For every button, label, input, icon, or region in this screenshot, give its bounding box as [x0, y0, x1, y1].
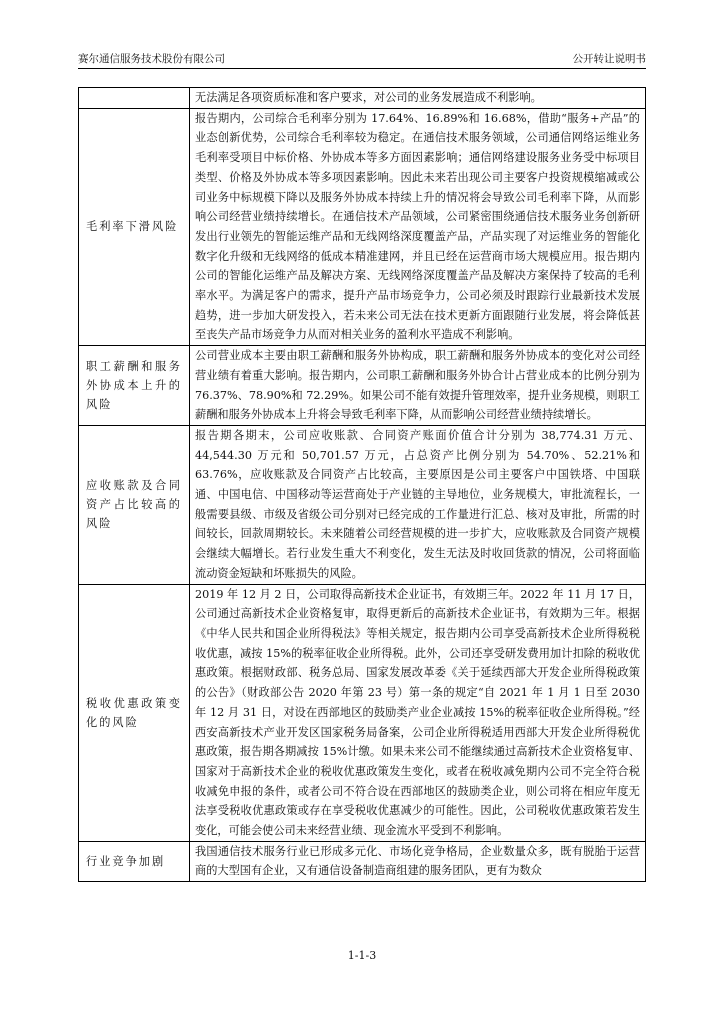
risk-factor-table	[78, 87, 646, 882]
header-divider	[78, 68, 646, 69]
table-row	[79, 584, 646, 841]
risk-label: 职工薪酬和服务外协成本上升的风险	[79, 346, 190, 426]
risk-label: 应收账款及合同资产占比较高的风险	[79, 425, 190, 584]
table-row	[79, 346, 646, 426]
document-title: 公开转让说明书	[572, 53, 646, 65]
page-header	[78, 48, 646, 68]
table-row	[79, 108, 646, 345]
page-number: 1-1-3	[347, 949, 377, 962]
risk-label	[79, 88, 190, 109]
risk-description: 报告期内，公司综合毛利率分别为 17.64%、16.89%和 16.68%，借助“服务+产品”的业态创新优势，公司综合毛利率较为稳定。在通信技术服务领域，公司通信网络运维业务毛利率受项目中标价格、外协成本等多方面因素影响；通信网络建设服务业务受中标项目类型、价格及外协成本等多项因素影响。因此未来若出现公司主要客户投资规模缩减或公司业务中标规模下降以及服务外协成本持续上升的情况将会导致公司毛利率下降，从而影响公司经营业绩持续增长。在通信技术产品领域，公司紧密围绕通信技术服务业务创新研发出行业领先的智能运维产品和无线网络深度覆盖产品，产品实现了对运维业务的智能化数字化升级和无线网络的低成本精准建网，并且已经在运营商市场大规模应用。报告期内公司的智能化运维产品及解决方案、无线网络深度覆盖产品及解决方案保持了较高的毛利率水平。为满足客户的需求，提升产品市场竞争力，公司必须及时跟踪行业最新技术发展趋势，进一步加大研发投入，若未来公司无法在技术更新方面跟随行业发展，将会降低甚至丧失产品市场竞争力从而对相关业务的盈利水平造成不利影响。	[190, 108, 646, 345]
risk-description: 无法满足各项资质标准和客户要求，对公司的业务发展造成不利影响。	[190, 88, 646, 109]
risk-description: 公司营业成本主要由职工薪酬和服务外协构成，职工薪酬和服务外协成本的变化对公司经营业绩有着重大影响。报告期内，公司职工薪酬和服务外协合计占营业成本的比例分别为 76.37%、78.90%和 72.29%。如果公司不能有效提升管理效率，提升业务规模，则职工薪酬和服务外协成本上升将会导致毛利率下降，从而影响公司经营业绩持续增长。	[190, 346, 646, 426]
risk-label: 税收优惠政策变化的风险	[79, 584, 190, 841]
risk-description: 我国通信技术服务行业已形成多元化、市场化竞争格局，企业数量众多，既有脱胎于运营商的大型国有企业，又有通信设备制造商组建的服务团队，更有为数众	[190, 841, 646, 881]
company-name: 赛尔通信服务技术股份有限公司	[78, 53, 225, 65]
risk-label: 行业竞争加剧	[79, 841, 190, 881]
risk-description: 报告期各期末，公司应收账款、合同资产账面价值合计分别为 38,774.31 万元、44,544.30 万元和 50,701.57 万元，占总资产比例分别为 54.70%、52.21%和 63.76%，应收账款及合同资产占比较高，主要原因是公司主要客户中国铁塔、中国联通、中国电信、中国移动等运营商处于产业链的主导地位，业务规模大，审批流程长，一般需要县级、市级及省级公司分别对已经完成的工作量进行汇总、核对及审批，所需的时间较长，回款周期较长。未来随着公司经营规模的进一步扩大，应收账款及合同资产规模会继续大幅增长。若行业发生重大不利变化，发生无法及时收回货款的情况，公司将面临流动资金短缺和坏账损失的风险。	[190, 425, 646, 584]
table-row	[79, 425, 646, 584]
table-row	[79, 841, 646, 881]
risk-label: 毛利率下滑风险	[79, 108, 190, 345]
risk-description: 2019 年 12 月 2 日，公司取得高新技术企业证书，有效期三年。2022 年 11 月 17 日，公司通过高新技术企业资格复审，取得更新后的高新技术企业证书，有效期为三年。根据《中华人民共和国企业所得税法》等相关规定，报告期内公司享受高新技术企业所得税税收优惠，减按 15%的税率征收企业所得税。此外，公司还享受研发费用加计扣除的税收优惠政策。根据财政部、税务总局、国家发展改革委《关于延续西部大开发企业所得税政策的公告》（财政部公告 2020 年第 23 号）第一条的规定“自 2021 年 1 月 1 日至 2030 年 12 月 31 日，对设在西部地区的鼓励类产业企业减按 15%的税率征收企业所得税。”经西安高新技术产业开发区国家税务局备案，公司企业所得税适用西部大开发企业所得税优惠政策，报告期各期减按 15%计缴。如果未来公司不能继续通过高新技术企业资格复审、国家对于高新技术企业的税收优惠政策发生变化，或者在税收减免期内公司不完全符合税收减免申报的条件，或者公司不符合设在西部地区的鼓励类企业，则公司将在相应年度无法享受税收优惠政策或存在享受税收优惠减少的可能性。因此，公司税收优惠政策若发生变化，可能会使公司未来经营业绩、现金流水平受到不利影响。	[190, 584, 646, 841]
table-row	[79, 88, 646, 109]
